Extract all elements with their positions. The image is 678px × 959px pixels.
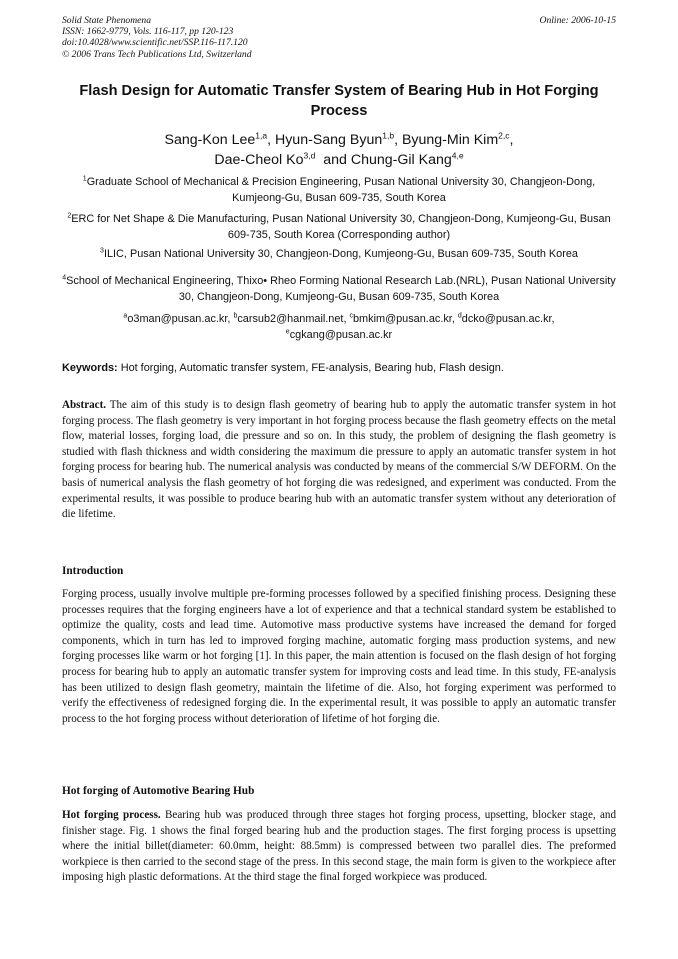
author-affil-marker: 1,a [255, 130, 268, 141]
email-address: carsub2@hanmail.net, [237, 313, 350, 325]
email-list [62, 311, 616, 343]
author-affil-marker: 1,b [382, 130, 395, 141]
abstract [62, 398, 616, 523]
author-separator: and [315, 152, 351, 168]
section-paragraph [62, 808, 616, 886]
email-marker: a [123, 312, 128, 320]
journal-header [62, 15, 616, 60]
author-affil-marker: 4,e [451, 150, 464, 161]
author-name: Dae-Cheol Ko [214, 152, 304, 168]
affiliation-2 [62, 211, 616, 243]
email-address: bmkim@pusan.ac.kr, [353, 313, 458, 325]
paragraph-lead: Hot forging process. [62, 809, 161, 821]
author-name: Byung-Min Kim [401, 132, 499, 148]
affiliation-text: School of Mechanical Engineering, Thixo• Rheo Forming National Research Lab.(NRL), Pusan National University 30, Changjeon-Dong, Kumjeong-Gu, Busan 609-735, South Korea [66, 275, 616, 303]
journal-name: Solid State Phenomena [62, 15, 151, 26]
email-marker: c [349, 312, 353, 320]
keywords-label: Keywords: [62, 362, 118, 374]
doi-line: doi:10.4028/www.scientific.net/SSP.116-117.120 [62, 37, 248, 49]
keywords-text: Hot forging, Automatic transfer system, FE-analysis, Bearing hub, Flash design. [117, 362, 504, 374]
affiliation-marker: 2 [67, 212, 72, 220]
section-heading: Hot forging of Automotive Bearing Hub [62, 785, 255, 797]
author-affil-marker: 2,c [498, 130, 510, 141]
affiliation-text: ERC for Net Shape & Die Manufacturing, Pusan National University 30, Changjeon-Dong, Kumjeong-Gu, Busan 609-735, South Korea (Corresponding author) [71, 213, 611, 241]
affiliation-marker: 3 [100, 247, 104, 255]
affiliation-text: ILIC, Pusan National University 30, Changjeon-Dong, Kumjeong-Gu, Busan 609-735, South Korea [103, 248, 578, 260]
email-address: o3man@pusan.ac.kr, [127, 313, 234, 325]
online-date: Online: 2006-10-15 [539, 15, 616, 26]
author-name: Hyun-Sang Byun [274, 132, 383, 148]
paper-title: Flash Design for Automatic Transfer System of Bearing Hub in Hot Forging Process [79, 83, 599, 119]
affiliation-marker: 1 [82, 175, 87, 183]
email-address: dcko@pusan.ac.kr, [461, 313, 555, 325]
issn-line: ISSN: 1662-9779, Vols. 116-117, pp 120-123 [62, 26, 234, 38]
email-marker: e [285, 328, 290, 336]
author-separator: , [509, 132, 514, 148]
author-list [62, 130, 616, 170]
email-address: cgkang@pusan.ac.kr [289, 329, 393, 341]
author-separator: , [267, 132, 275, 148]
author-name: Chung-Gil Kang [350, 152, 452, 168]
author-name: Sang-Kon Lee [164, 132, 256, 148]
affiliation-text: Graduate School of Mechanical & Precision Engineering, Pusan National University 30, Changjeon-Dong, Kumjeong-Gu, Busan 609-735, South Korea [86, 176, 596, 204]
email-marker: d [457, 312, 462, 320]
abstract-text: The aim of this study is to design flash geometry of bearing hub to apply the automatic transfer system in hot forging process. The flash geometry is very important in hot forging process because the flash geometry effects on the metal flow, material losses, forging load, die pressure and so on. In this study, the problem of designing the flash geometry is studied with flash thickness and width considering the maximum die pressure to apply an automatic transfer system in hot forging process for bearing hub. The numerical analysis was conducted by means of the commercial S/W DEFORM. On the basis of numerical analysis the flash geometry of hot forging die was redesigned, and experiment was conducted. From the experimental results, it was possible to produce bearing hub with an automatic transfer system without any deterioration of die lifetime. [62, 399, 616, 521]
author-affil-marker: 3,d [303, 150, 316, 161]
affiliation-3 [62, 246, 616, 262]
keywords [62, 360, 616, 376]
affiliation-1 [62, 174, 616, 206]
paragraph-text: Bearing hub was produced through three stages hot forging process, upsetting, blocker stage, and finisher stage. Fig. 1 shows the final forged bearing hub and the production stages. The first forging process is upsetting where the initial billet(diameter: 60.0mm, height: 88.5mm) is compressed between two parallel dies. The preformed workpiece is then carried to the second stage of the press. In this second stage, the main form is given to the workpiece after imposing high plastic deformations. At the third stage the final forged workpiece was produced. [62, 809, 616, 884]
abstract-label: Abstract. [62, 399, 107, 411]
author-separator: , [394, 132, 402, 148]
affiliation-marker: 4 [62, 274, 67, 282]
email-marker: b [233, 312, 238, 320]
affiliation-4 [62, 273, 616, 305]
introduction-text: Forging process, usually involve multiple pre-forming processes followed by a specified finishing process. Designing these processes requires that the forging engineers have a lot of experience and that a technical standard system be established to optimize the quality, costs and lead time. Automotive mass productive systems have increased the demand for forged components, which in turn has led to improved forging machine, automatic forging mass production systems, and new forging processes like warm or hot forging [1]. In this paper, the main attention is focused on the flash design of hot forging process for bearing hub to apply an automatic transfer system for improving costs and lead time. In this study, FE-analysis has been utilized to design flash geometry, maintain the lifetime of die. Also, hot forging experiment was performed to verify the effectiveness of redesigned forging die. In the experimental result, it was possible to apply an automatic transfer process to the hot forging process without deterioration of lifetime of hot forging die. [62, 588, 616, 725]
introduction-heading: Introduction [62, 565, 124, 577]
copyright-line: © 2006 Trans Tech Publications Ltd, Switzerland [62, 48, 252, 60]
